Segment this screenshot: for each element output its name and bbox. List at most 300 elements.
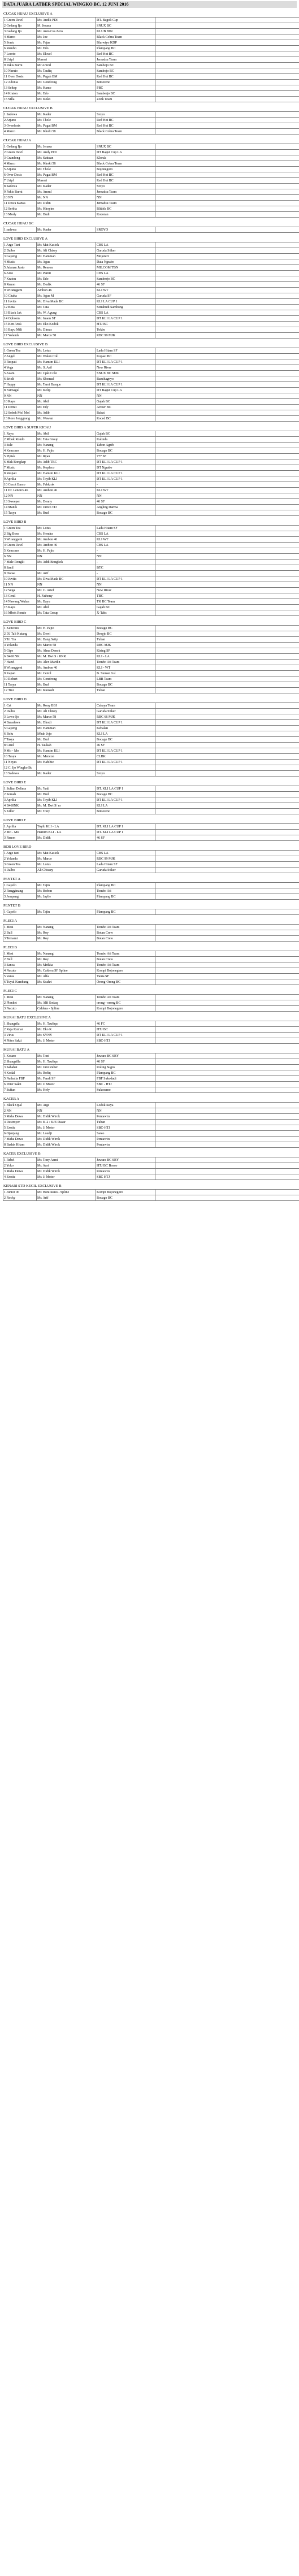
results-table [3,625,299,693]
owner-cell: H. Taukah [37,743,96,748]
owner-cell: Mr. Gondrong [37,676,96,682]
bird-name-cell: 8 Respati [3,471,37,476]
bird-name-cell: 2 Angel [3,354,37,359]
table-row [3,85,299,91]
empty-cell [155,144,299,150]
bird-name-cell: 2 Yolanda [3,856,37,862]
owner-cell: Hamim KLI - LA [37,830,96,835]
document [2,0,297,1201]
owner-cell: Mr. Nanang [37,951,96,957]
empty-cell [155,771,299,777]
bird-name-cell: 5 Sonic [3,40,37,46]
team-cell: MU.COM TBN [96,265,155,271]
owner-cell: Mr. Kamo [37,85,96,91]
bird-name-cell: 3 Ternami [3,936,37,942]
team-cell: Tuban [96,688,155,693]
team-cell: SBC - HTJ [96,1082,155,1087]
team-cell: Tombo Ati [96,888,155,894]
empty-cell [155,1195,299,1201]
owner-cell [37,565,96,571]
empty-cell [155,454,299,459]
bird-name-cell: 3 Nacuto [3,1006,37,1012]
team-cell: KLI WT [96,288,155,293]
empty-cell [155,112,299,118]
empty-cell [155,1053,299,1059]
team-cell: Data Ngrabo [96,259,155,265]
section-title: LOVE BIRD B [3,520,27,524]
bird-name-cell: 11 Demit [3,405,37,410]
empty-cell [155,34,299,40]
team-cell: RBC 99 MJK [96,333,155,339]
owner-cell: Mr. Jurico TD [37,505,96,510]
table-row [3,46,299,51]
empty-cell [155,201,299,206]
bird-name-cell: 2 Dalbo [3,709,37,714]
team-cell: Vania SF [96,974,155,979]
empty-cell [155,459,299,465]
owner-cell: Mr. Nanang [37,443,96,448]
empty-cell [155,1065,299,1070]
empty-cell [155,1021,299,1027]
table-row [3,416,299,422]
empty-cell [155,1087,299,1093]
results-table [3,882,299,900]
table-row [3,242,299,248]
owner-cell: Mr. Tajin [37,883,96,888]
table-row [3,531,299,537]
empty-cell [155,476,299,482]
empty-cell [155,862,299,868]
owner-cell: Mr. Alfi Sodaq [37,1000,96,1006]
owner-cell: Mr. Tarni Basque [37,382,96,388]
section-title: CUCAK HIJAU EXCLUSIVE B [3,106,53,110]
empty-cell [155,676,299,682]
table-row [3,299,299,305]
empty-cell [155,537,299,543]
bird-name-cell: 2 Bull [3,930,37,936]
results-table [3,431,299,516]
empty-cell [155,526,299,531]
empty-cell [155,1033,299,1038]
table-row [3,930,299,936]
owner-cell: Mr. Kader [37,184,96,189]
bird-name-cell: 6 Bolu [3,731,37,737]
owner-cell: Mr. Ambon 46 [37,543,96,548]
team-cell: Samberjo BC [96,91,155,97]
bird-name-cell: 5 Pipisk [3,454,37,459]
table-row [3,212,299,218]
team-cell: Sambojo BC [96,63,155,68]
owner-cell: Mr. Marco 58 [37,643,96,648]
bird-name-cell: 5 Arjuno [3,167,37,172]
bird-name-cell: 2 Rengginang [3,888,37,894]
section-title: LOVE BIRD D [3,697,27,701]
team-cell: Kopasi BC [96,354,155,359]
table-row [3,248,299,254]
team-cell: Lodok Raya [96,1103,155,1108]
table-row [3,957,299,962]
empty-cell [155,227,299,233]
team-cell: HTJ BC [96,1027,155,1033]
owner-cell: Mr. Jenasa [37,144,96,150]
bird-name-cell: 1 Rebel [3,1157,37,1163]
bird-name-cell: 4 Baradewa [3,720,37,726]
owner-cell: Masori [37,178,96,184]
team-cell: Kompi Bojonegoro [96,1006,155,1012]
results-table [3,994,299,1012]
owner-cell: Mr Amrul [37,63,96,68]
bird-name-cell: 14 Manik [3,505,37,510]
empty-cell [155,46,299,51]
owner-cell: Mr. Bang Satip [37,637,96,643]
team-cell: Samberjo BC [96,276,155,282]
table-row [3,610,299,616]
section-title: KACER EXCLUSIVE B [3,1152,41,1156]
owner-cell: Mr. Marco 58 [37,714,96,720]
empty-cell [155,930,299,936]
owner-cell: M. Jenasa [37,23,96,29]
team-cell: DT Ngrabo [96,465,155,471]
table-row [3,399,299,405]
team-cell: DT. KLI LA CUP 1 [96,830,155,835]
team-cell: SROYO [96,227,155,233]
team-cell: KLI WT [96,537,155,543]
table-row [3,1082,299,1087]
owner-cell: Mr. Dewi [37,631,96,637]
results-table [3,144,299,218]
table-row [3,97,299,102]
owner-cell: Mr. Khoki 58 [37,161,96,167]
owner-cell: Mr. Fajar [37,40,96,46]
team-cell: Botan Crew [96,957,155,962]
bird-name-cell: 14 Nawang Wulan [3,599,37,605]
bird-name-cell: 2 Shangrilla [3,1059,37,1065]
table-row [3,322,299,327]
bird-name-cell: 1 Mesi [3,925,37,930]
owner-cell: Mr. W. Agung [37,310,96,316]
owner-cell: H. Fathony [37,593,96,599]
bird-name-cell: 3 Gedang Ijo [3,29,37,34]
team-cell: RBC 66 MJK [96,714,155,720]
owner-cell: Mr. Alfa [37,974,96,979]
empty-cell [155,648,299,654]
empty-cell [155,354,299,359]
bird-name-cell: 13 Seltep [3,85,37,91]
table-row [3,63,299,68]
team-cell: Angling Darma [96,505,155,510]
table-row [3,1169,299,1174]
team-cell: Kiring SP [96,648,155,654]
team-cell: Kalinda [96,437,155,443]
team-cell: DT KLI LA CUP 1 [96,459,155,465]
bird-name-cell: 8 Cenil [3,743,37,748]
bird-name-cell: 1 sadewa [3,227,37,233]
empty-cell [155,765,299,771]
table-row [3,1070,299,1076]
bird-name-cell: 2 Arjuno [3,118,37,123]
owner-cell: Mr. Yudi [37,786,96,792]
empty-cell [155,665,299,671]
owner-cell: Mr. Joe [37,34,96,40]
team-cell: Plampang BC [96,1070,155,1076]
empty-cell [155,754,299,760]
team-cell: DT. Bagoli Cup [96,18,155,23]
team-cell: Bocago BC [96,737,155,743]
owner-cell: Masori [37,57,96,63]
table-row [3,883,299,888]
empty-cell [155,333,299,339]
empty-cell [155,443,299,448]
team-cell: Black Cobra Team [96,129,155,135]
owner-cell: Mr. Eko K [37,1027,96,1033]
table-row [3,760,299,765]
empty-cell [155,835,299,841]
empty-cell [155,1114,299,1120]
owner-cell: Mr. Aari [37,1163,96,1169]
bird-name-cell: 1 Raya [3,431,37,437]
empty-cell [155,1131,299,1137]
team-cell: Tuban [96,637,155,643]
table-row [3,599,299,605]
table-row [3,660,299,665]
owner-cell: Mr. Didik Wirok [37,1137,96,1142]
results-table [3,909,299,915]
empty-cell [155,626,299,631]
bird-name-cell: 9 Mo - Mo [3,748,37,754]
bird-name-cell: 3 Wiranggeni [3,537,37,543]
bird-name-cell: 1 Gedang Ijo [3,144,37,150]
empty-cell [155,376,299,382]
bird-name-cell: 1 Cat [3,703,37,709]
team-cell: Mojorert [96,254,155,259]
bird-name-cell: 1 Gayelo [3,883,37,888]
team-cell: Pentawira [96,1114,155,1120]
team-cell: CBS LA [96,543,155,548]
owner-cell: Mr. H. Pajio [37,548,96,554]
owner-cell: Mr. H. Taufiqu [37,1059,96,1065]
team-cell: CBS LA [96,531,155,537]
team-cell: Bimoreno [96,80,155,85]
table-row [3,393,299,399]
section-title: LOVE BIRD A SUPER KICAU [3,426,51,430]
empty-cell [155,671,299,676]
bird-name-cell: 1 Shangrila [3,1021,37,1027]
bird-name-cell: 12 NN [3,493,37,499]
table-row [3,443,299,448]
bird-name-cell: 3 Sule [3,443,37,448]
table-row [3,543,299,548]
owner-cell: Mr. Adib TBC [37,459,96,465]
empty-cell [155,382,299,388]
results-table [3,1053,299,1093]
table-row [3,184,299,189]
owner-cell: Mr. Mat Kasiok [37,851,96,856]
owner-cell: Mr. S. Arif [37,365,96,371]
empty-cell [155,74,299,80]
team-cell: KLI WT [96,488,155,493]
empty-cell [155,1038,299,1044]
empty-cell [155,720,299,726]
owner-cell: Mr. Arif [37,1195,96,1201]
table-row [3,709,299,714]
bird-name-cell: 3 Green Tea [3,862,37,868]
empty-cell [155,359,299,365]
owner-cell: Mr. Ji Motor [37,1174,96,1180]
team-cell: Tokbe [96,327,155,333]
empty-cell [155,593,299,599]
bird-name-cell: 2 Mo - Mo [3,830,37,835]
table-row [3,809,299,814]
bird-name-cell: 1 Junior 06 [3,1190,37,1195]
owner-cell: Ambon 46 [37,288,96,293]
empty-cell [155,316,299,322]
team-cell: Banchagnyo [96,376,155,382]
bird-name-cell: 12 Bota [3,305,37,310]
bird-name-cell: 7 Kraton [3,276,37,282]
owner-cell: Mr. Abil [37,605,96,610]
owner-cell: Mr. Andik PDI [37,18,96,23]
table-row [3,227,299,233]
owner-cell: Mr. Roy [37,957,96,962]
bird-name-cell: 8 Sadewa [3,184,37,189]
empty-cell [155,161,299,167]
bird-name-cell: 1 Green Tea [3,348,37,354]
bird-name-cell: 3 Grandong [3,155,37,161]
team-cell: DT Bagut Cup LA [96,150,155,155]
empty-cell [155,688,299,693]
empty-cell [155,448,299,454]
empty-cell [155,1190,299,1195]
empty-cell [155,588,299,593]
bird-name-cell: 2 Raja Kumar [3,1027,37,1033]
owner-cell: Mr. K-2 / KJE Dasar [37,1120,96,1125]
team-cell: - [96,548,155,554]
table-row [3,1108,299,1114]
empty-cell [155,610,299,616]
team-cell: - [96,560,155,565]
team-cell: orong - orong BC [96,1000,155,1006]
team-cell: NN [96,393,155,399]
owner-cell: Mr. Marco 58 [37,333,96,339]
team-cell: X-Tabs [96,610,155,616]
table-row [3,593,299,599]
empty-cell [155,68,299,74]
bird-name-cell: 2 Yoko [3,1163,37,1169]
table-row [3,765,299,771]
owner-cell: Mr. Anto Cas Zero [37,29,96,34]
bird-name-cell: 12 Sobeh Mol Mol [3,410,37,416]
owner-cell: Mr. Hendra [37,531,96,537]
table-row [3,459,299,465]
empty-cell [155,605,299,610]
team-cell: 46 SF [96,835,155,841]
bird-name-cell: 6 Tuyul Kembang [3,979,37,985]
bird-name-cell: 14 Ophsom [3,316,37,322]
team-cell: SNUX BC [96,144,155,150]
owner-cell: Mr. Didin [37,201,96,206]
owner-cell: NN [37,393,96,399]
bird-name-cell: 1 Gayelo [3,909,37,915]
results-table [3,823,299,841]
owner-cell: Mr. Tata Group [37,437,96,443]
team-cell: Roced BC [96,416,155,422]
team-cell: DT KLI LA CUP 1 [96,720,155,726]
empty-cell [155,299,299,305]
empty-cell [155,195,299,201]
bird-name-cell: 1 Sultan Delima [3,786,37,792]
empty-cell [155,416,299,422]
table-row [3,371,299,376]
owner-cell: Mr. Adib [37,410,96,416]
bird-name-cell: 10 Juvita [3,576,37,582]
owner-cell: Mr. Abil [37,399,96,405]
empty-cell [155,505,299,510]
owner-cell: Mr. Mencon [37,754,96,760]
team-cell: Red Hot BC [96,118,155,123]
empty-cell [155,206,299,212]
team-cell: 46 FC [96,1021,155,1027]
team-cell: SBC HTJ [96,1174,155,1180]
team-cell: Plampang BC [96,46,155,51]
results-table [3,951,299,985]
bird-name-cell: 12 Tini [3,688,37,693]
table-row [3,448,299,454]
table-row [3,34,299,40]
table-row [3,936,299,942]
team-cell: SBC-HTJ [96,1125,155,1131]
table-row [3,588,299,593]
team-cell: Sroyo [96,771,155,777]
owner-cell: Mr. Khoyim [37,206,96,212]
bird-name-cell: 6 Rembo [3,46,37,51]
team-cell: SNUX BC [96,23,155,29]
bird-name-cell: 9 Doose [3,571,37,576]
bird-name-cell: 5 Kencono [3,548,37,554]
table-row [3,376,299,382]
owner-cell: Mr. Ali Chissy [37,709,96,714]
empty-cell [155,682,299,688]
section-title: PENTET A [3,877,21,881]
team-cell: Red Hot BC [96,172,155,178]
table-row [3,731,299,737]
owner-cell: Mr. Walon Coll [37,354,96,359]
empty-cell [155,571,299,576]
section-title: MURAI BATU EXCLUSIVE A [3,1016,51,1020]
team-cell: 46 SF [96,743,155,748]
team-cell: DT KLI LA CUP 1 [96,476,155,482]
empty-cell [155,248,299,254]
empty-cell [155,265,299,271]
bird-name-cell: 4 Kencono [3,448,37,454]
bird-name-cell: 4 B460NK [3,803,37,809]
empty-cell [155,936,299,942]
table-row [3,1038,299,1044]
owner-cell: Mr. Khohi 58 [37,129,96,135]
bird-name-cell: 9 Aprilia [3,476,37,482]
table-row [3,327,299,333]
bird-name-cell: 1 Black Opal [3,1103,37,1108]
owner-cell: Mr. M. Dwi S / RNR [37,654,96,660]
team-cell: KLI - WT [96,665,155,671]
table-row [3,471,299,476]
team-cell: Kocoran [96,212,155,218]
bird-name-cell: 2 DJ Tali Kutang [3,631,37,637]
owner-cell: Mr. Kader [37,227,96,233]
results-table [3,111,299,135]
empty-cell [155,1108,299,1114]
team-cell: DT KLI LA CUP 1 [96,576,155,582]
owner-cell: Mr. Lotus [37,348,96,354]
